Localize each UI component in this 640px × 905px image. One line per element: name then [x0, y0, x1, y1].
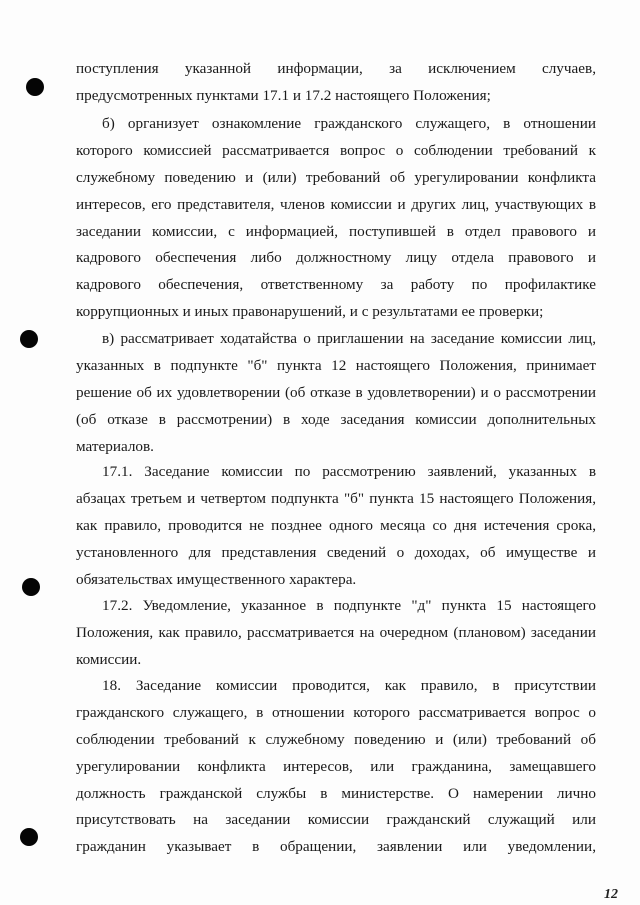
text-line: гражданин указывает в обращении, заявлении или уведомлении,	[76, 838, 596, 856]
punch-hole-icon	[20, 828, 38, 846]
text-line: указанных в подпункте "б" пункта 12 настоящего Положения, принимает	[76, 356, 596, 374]
text-line: интересов, его представителя, членов комиссии и других лиц, участвующих в	[76, 195, 596, 213]
text-line: присутствовать на заседании комиссии гражданский служащий или	[76, 811, 596, 829]
paragraph	[76, 56, 596, 110]
page-number: 12	[604, 887, 618, 902]
text-line: гражданского служащего, в отношении которого рассматривается вопрос о	[76, 703, 596, 721]
text-line: б) организует ознакомление гражданского служащего, в отношении	[102, 115, 596, 132]
text-line: Положения, как правило, рассматривается на очередном (плановом) заседании	[76, 623, 596, 641]
paragraph	[76, 673, 596, 861]
punch-hole-icon	[22, 578, 40, 596]
text-line: в) рассматривает ходатайства о приглашении на заседание комиссии лиц,	[102, 330, 596, 347]
text-line: абзацах третьем и четвертом подпункта "б" пункта 15 настоящего Положения,	[76, 489, 596, 507]
text-line: служебному поведению и (или) требований об урегулировании конфликта	[76, 168, 596, 186]
text-line: кадрового обеспечения, ответственному за работу по профилактике	[76, 276, 596, 294]
text-line: поступления указанной информации, за исключением случаев,	[76, 60, 596, 77]
text-line: 17.2. Уведомление, указанное в подпункте "д" пункта 15 настоящего	[102, 597, 596, 614]
text-line: соблюдении требований к служебному поведению и (или) требований об	[76, 730, 596, 748]
text-line: урегулировании конфликта интересов, или гражданина, замещавшего	[76, 757, 596, 775]
text-line: материалов.	[76, 437, 154, 455]
paragraph	[76, 111, 596, 326]
text-line: должность гражданской службы в министерстве. О намерении лично	[76, 784, 596, 802]
paragraph	[76, 593, 596, 674]
punch-hole-icon	[20, 330, 38, 348]
text-line: заседании комиссии, с информацией, поступившей в отдел правового и	[76, 222, 596, 240]
paragraph	[76, 326, 596, 460]
text-line: кадрового обеспечения либо должностному лицу отдела правового и	[76, 249, 596, 267]
text-line: комиссии.	[76, 650, 142, 668]
punch-hole-icon	[26, 78, 44, 96]
text-line: как правило, проводится не позднее одного месяца со дня истечения срока,	[76, 516, 596, 534]
text-line: установленного для представления сведений о доходах, об имуществе и	[76, 543, 596, 561]
text-line: 18. Заседание комиссии проводится, как правило, в присутствии	[102, 677, 596, 694]
text-line: которого комиссией рассматривается вопрос о соблюдении требований к	[76, 141, 596, 159]
paragraph	[76, 459, 596, 593]
text-line: (об отказе в рассмотрении) в ходе заседания комиссии дополнительных	[76, 410, 596, 428]
text-line: обязательствах имущественного характера.	[76, 570, 357, 588]
text-line: 17.1. Заседание комиссии по рассмотрению заявлений, указанных в	[102, 463, 596, 480]
text-line: коррупционных и иных правонарушений, и с результатами ее проверки;	[76, 303, 544, 321]
text-line: решение об их удовлетворении (об отказе в удовлетворении) и о рассмотрении	[76, 383, 596, 401]
text-line: предусмотренных пунктами 17.1 и 17.2 настоящего Положения;	[76, 86, 491, 104]
